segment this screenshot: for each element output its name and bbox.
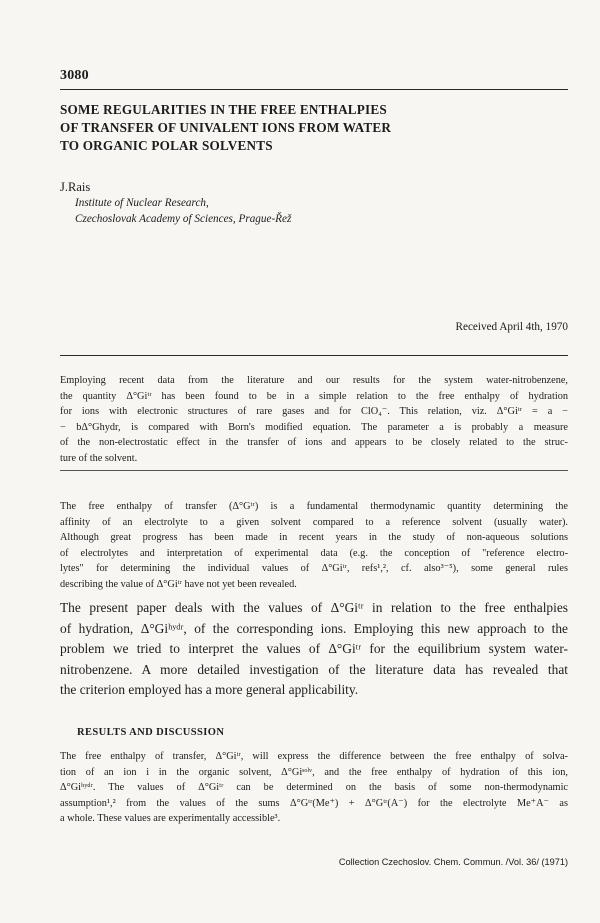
text-line: The present paper deals with the values of Δ°Giᵗʳ in relation to the free enthalpies <box>60 600 568 615</box>
article-title <box>60 101 560 155</box>
text-line: assumption¹,² from the values of the sums Δ°Gᵗʳ(Me⁺) + Δ°Gᵗʳ(A⁻) for the electrolyte Me⁺A⁻ as <box>60 797 568 809</box>
text-line: of hydration, Δ°Giʰʸᵈʳ, of the corresponding ions. Employing this new approach to the <box>60 620 568 636</box>
text-line: The free enthalpy of transfer (Δ°Gᵗʳ) is a fundamental thermodynamic quantity determining the <box>60 501 568 512</box>
abstract-line: the quantity Δ°Giᵗʳ has been found to be in a simple relation to the free enthalpy of hydration <box>60 390 568 402</box>
affiliation-line: Institute of Nuclear Research, <box>75 197 209 209</box>
intro-paragraph <box>60 499 568 593</box>
affiliation-line: Czechoslovak Academy of Sciences, Prague-Řež <box>75 212 292 225</box>
text-line: Although great progress has been made in recent years in the study of non-aqueous solutions <box>60 532 568 544</box>
text-line: a whole. These values are experimentally accessible³. <box>60 813 281 825</box>
body-paragraph <box>60 598 568 701</box>
title-line: SOME REGULARITIES IN THE FREE ENTHALPIES <box>60 102 387 117</box>
header-rule <box>60 89 568 90</box>
text-line: problem we tried to interpret the values of Δ°Giᵗʳ for the equilibrium system water- <box>60 641 568 656</box>
abstract-line: − bΔ°Ghydr, is compared with Born's modified equation. The parameter a is probably a measure <box>60 421 568 433</box>
received-date: Received April 4th, 1970 <box>455 321 568 333</box>
section-heading: RESULTS AND DISCUSSION <box>77 727 225 738</box>
abstract-line: Employing recent data from the literature and our results for the system water-nitrobenzene, <box>60 375 568 386</box>
abstract-top-rule <box>60 355 568 356</box>
author-name: J.Rais <box>60 180 91 194</box>
text-line: lytes" for determining the individual values of Δ°Giᵗʳ, refs¹,², cf. also³⁻⁵), some general rules <box>60 563 568 575</box>
abstract-line: ture of the solvent. <box>60 452 138 464</box>
abstract-bottom-rule <box>60 470 568 471</box>
text-line: Δ°Giʰʸᵈʳ. The values of Δ°Giᵗʳ can be determined on the basis of some non-thermodynamic <box>60 782 568 794</box>
title-line: OF TRANSFER OF UNIVALENT IONS FROM WATER <box>60 120 392 135</box>
abstract-line: of the non-electrostatic effect in the transfer of ions and appears to be closely related to the struc- <box>60 437 568 449</box>
text-line: nitrobenzene. A more detailed investigation of the literature data has revealed that <box>60 661 568 677</box>
text-line: the criterion employed has a more general applicability. <box>60 682 359 697</box>
text-line: tion of an ion i in the organic solvent, Δ°Giˢᵒˡᵛ, and the free enthalpy of hydration of this ion, <box>60 766 568 778</box>
text-line: affinity of an electrolyte to a given solvent compared to a reference solvent (usually water). <box>60 516 568 528</box>
text-line: of electrolytes and interpretation of experimental data (e.g. the conception of "reference electro- <box>60 547 568 559</box>
page-number: 3080 <box>60 68 89 83</box>
title-line: TO ORGANIC POLAR SOLVENTS <box>60 138 273 153</box>
text-line: The free enthalpy of transfer, Δ°Giᵗʳ, will express the difference between the free enthalpy of solva- <box>60 751 568 762</box>
affiliation <box>75 196 291 227</box>
text-line: describing the value of Δ°Giᵗʳ have not yet been revealed. <box>60 578 297 590</box>
abstract-line: for ions with electronic structures of rare gases and for ClO₄⁻. This relation, viz. Δ°Giᵗʳ = a − <box>60 406 568 418</box>
abstract <box>60 373 568 467</box>
results-paragraph <box>60 749 568 827</box>
journal-footer: Collection Czechoslov. Chem. Commun. /Vol. 36/ (1971) <box>338 857 568 867</box>
